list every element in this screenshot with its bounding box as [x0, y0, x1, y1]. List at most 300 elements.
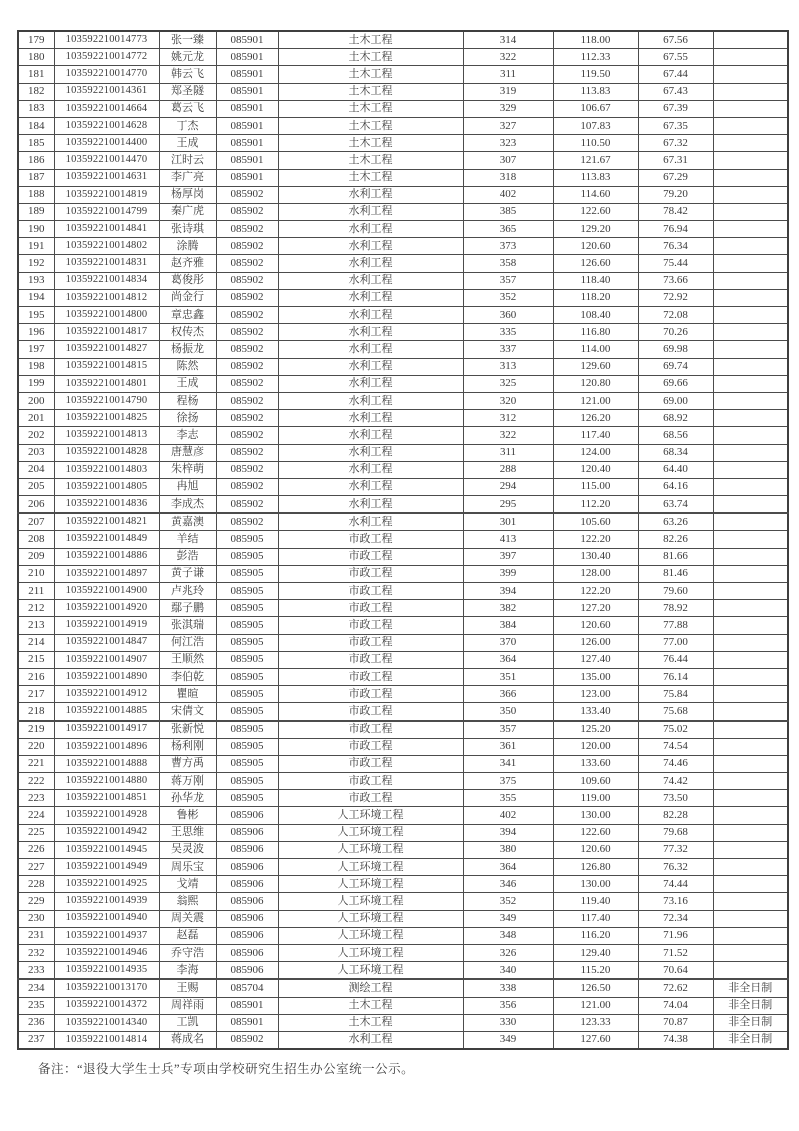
major-name-cell: 市政工程 [278, 531, 463, 548]
row-number-cell: 185 [18, 135, 54, 152]
row-number-cell: 231 [18, 927, 54, 944]
table-row [18, 307, 788, 324]
major-name-cell: 人工环境工程 [278, 859, 463, 876]
note-cell [713, 358, 788, 375]
major-code-cell: 085905 [216, 790, 278, 807]
note-cell: 非全日制 [713, 979, 788, 997]
name-cell: 陈然 [159, 358, 216, 375]
total-score-cell: 79.68 [638, 824, 713, 841]
row-number-cell: 230 [18, 910, 54, 927]
row-number-cell: 196 [18, 324, 54, 341]
row-number-cell: 210 [18, 565, 54, 582]
note-cell [713, 307, 788, 324]
note-cell [713, 66, 788, 83]
name-cell: 周关震 [159, 910, 216, 927]
table-row [18, 100, 788, 117]
total-score-cell: 67.39 [638, 100, 713, 117]
name-cell: 彭浩 [159, 548, 216, 565]
name-cell: 工凯 [159, 1014, 216, 1031]
name-cell: 赵齐雅 [159, 255, 216, 272]
note-cell [713, 375, 788, 392]
candidate-id-cell: 103592210014900 [54, 583, 159, 600]
table-row [18, 410, 788, 427]
name-cell: 鄢子鹏 [159, 600, 216, 617]
initial-score-cell: 322 [463, 427, 553, 444]
major-code-cell: 085905 [216, 738, 278, 755]
candidate-id-cell: 103592210014361 [54, 83, 159, 100]
row-number-cell: 187 [18, 169, 54, 186]
retest-score-cell: 125.20 [553, 721, 638, 739]
major-code-cell: 085902 [216, 341, 278, 358]
initial-score-cell: 318 [463, 169, 553, 186]
row-number-cell: 220 [18, 738, 54, 755]
note-cell [713, 531, 788, 548]
total-score-cell: 69.00 [638, 392, 713, 409]
row-number-cell: 224 [18, 807, 54, 824]
total-score-cell: 72.08 [638, 307, 713, 324]
table-row [18, 1031, 788, 1049]
table-row [18, 721, 788, 739]
note-cell [713, 478, 788, 495]
total-score-cell: 68.56 [638, 427, 713, 444]
major-name-cell: 人工环境工程 [278, 944, 463, 961]
table-row [18, 478, 788, 495]
table-row [18, 927, 788, 944]
name-cell: 秦广虎 [159, 203, 216, 220]
row-number-cell: 236 [18, 1014, 54, 1031]
initial-score-cell: 322 [463, 49, 553, 66]
note-cell [713, 427, 788, 444]
name-cell: 李伯乾 [159, 668, 216, 685]
table-row [18, 238, 788, 255]
candidate-id-cell: 103592210014847 [54, 634, 159, 651]
major-code-cell: 085905 [216, 617, 278, 634]
candidate-id-cell: 103592210014851 [54, 790, 159, 807]
major-name-cell: 市政工程 [278, 634, 463, 651]
initial-score-cell: 341 [463, 755, 553, 772]
total-score-cell: 67.32 [638, 135, 713, 152]
candidate-id-cell: 103592210014836 [54, 496, 159, 514]
major-name-cell: 水利工程 [278, 410, 463, 427]
major-name-cell: 土木工程 [278, 83, 463, 100]
major-name-cell: 市政工程 [278, 790, 463, 807]
major-name-cell: 水利工程 [278, 358, 463, 375]
total-score-cell: 73.66 [638, 272, 713, 289]
major-name-cell: 水利工程 [278, 392, 463, 409]
major-name-cell: 人工环境工程 [278, 824, 463, 841]
total-score-cell: 76.94 [638, 221, 713, 238]
total-score-cell: 74.38 [638, 1031, 713, 1049]
row-number-cell: 215 [18, 651, 54, 668]
name-cell: 翁熙 [159, 893, 216, 910]
major-code-cell: 085902 [216, 375, 278, 392]
candidate-id-cell: 103592210014907 [54, 651, 159, 668]
major-name-cell: 土木工程 [278, 117, 463, 134]
name-cell: 李海 [159, 962, 216, 980]
total-score-cell: 68.92 [638, 410, 713, 427]
initial-score-cell: 364 [463, 651, 553, 668]
total-score-cell: 78.92 [638, 600, 713, 617]
total-score-cell: 72.92 [638, 289, 713, 306]
total-score-cell: 64.40 [638, 461, 713, 478]
major-code-cell: 085902 [216, 478, 278, 495]
retest-score-cell: 126.60 [553, 255, 638, 272]
row-number-cell: 222 [18, 773, 54, 790]
table-row [18, 548, 788, 565]
retest-score-cell: 117.40 [553, 427, 638, 444]
table-row [18, 738, 788, 755]
total-score-cell: 75.44 [638, 255, 713, 272]
initial-score-cell: 349 [463, 1031, 553, 1049]
retest-score-cell: 112.20 [553, 496, 638, 514]
table-row [18, 66, 788, 83]
candidate-id-cell: 103592210014888 [54, 755, 159, 772]
table-row [18, 841, 788, 858]
total-score-cell: 82.26 [638, 531, 713, 548]
initial-score-cell: 348 [463, 927, 553, 944]
retest-score-cell: 119.40 [553, 893, 638, 910]
candidate-id-cell: 103592210014828 [54, 444, 159, 461]
retest-score-cell: 130.00 [553, 807, 638, 824]
name-cell: 戈靖 [159, 876, 216, 893]
major-code-cell: 085902 [216, 358, 278, 375]
retest-score-cell: 118.20 [553, 289, 638, 306]
name-cell: 李广亮 [159, 169, 216, 186]
candidate-id-cell: 103592210014803 [54, 461, 159, 478]
total-score-cell: 68.34 [638, 444, 713, 461]
candidate-id-cell: 103592210014772 [54, 49, 159, 66]
major-name-cell: 市政工程 [278, 583, 463, 600]
initial-score-cell: 364 [463, 859, 553, 876]
candidate-id-cell: 103592210014340 [54, 1014, 159, 1031]
major-code-cell: 085901 [216, 83, 278, 100]
table-row [18, 910, 788, 927]
note-cell [713, 272, 788, 289]
note-cell [713, 410, 788, 427]
note-cell [713, 49, 788, 66]
major-code-cell: 085905 [216, 583, 278, 600]
total-score-cell: 71.52 [638, 944, 713, 961]
note-cell [713, 496, 788, 514]
major-code-cell: 085906 [216, 944, 278, 961]
candidate-id-cell: 103592210013170 [54, 979, 159, 997]
note-cell [713, 186, 788, 203]
name-cell: 李志 [159, 427, 216, 444]
row-number-cell: 203 [18, 444, 54, 461]
total-score-cell: 67.35 [638, 117, 713, 134]
major-code-cell: 085901 [216, 135, 278, 152]
major-code-cell: 085902 [216, 392, 278, 409]
note-cell [713, 876, 788, 893]
retest-score-cell: 126.20 [553, 410, 638, 427]
note-cell [713, 152, 788, 169]
table-row [18, 49, 788, 66]
major-name-cell: 人工环境工程 [278, 910, 463, 927]
total-score-cell: 78.42 [638, 203, 713, 220]
total-score-cell: 67.55 [638, 49, 713, 66]
major-name-cell: 市政工程 [278, 773, 463, 790]
name-cell: 羊结 [159, 531, 216, 548]
total-score-cell: 71.96 [638, 927, 713, 944]
name-cell: 王赐 [159, 979, 216, 997]
name-cell: 周乐宝 [159, 859, 216, 876]
candidate-id-cell: 103592210014825 [54, 410, 159, 427]
candidate-id-cell: 103592210014940 [54, 910, 159, 927]
major-name-cell: 水利工程 [278, 461, 463, 478]
total-score-cell: 67.44 [638, 66, 713, 83]
table-row [18, 997, 788, 1014]
total-score-cell: 70.26 [638, 324, 713, 341]
major-name-cell: 测绘工程 [278, 979, 463, 997]
name-cell: 鲁彬 [159, 807, 216, 824]
name-cell: 蒋万刚 [159, 773, 216, 790]
candidate-id-cell: 103592210014800 [54, 307, 159, 324]
major-code-cell: 085905 [216, 531, 278, 548]
major-code-cell: 085901 [216, 997, 278, 1014]
initial-score-cell: 294 [463, 478, 553, 495]
note-cell [713, 824, 788, 841]
row-number-cell: 179 [18, 31, 54, 49]
major-name-cell: 水利工程 [278, 324, 463, 341]
note-cell [713, 738, 788, 755]
note-cell [713, 755, 788, 772]
initial-score-cell: 394 [463, 583, 553, 600]
table-row [18, 790, 788, 807]
table-row [18, 513, 788, 531]
table-row [18, 1014, 788, 1031]
total-score-cell: 67.43 [638, 83, 713, 100]
retest-score-cell: 121.00 [553, 392, 638, 409]
name-cell: 张淇瑞 [159, 617, 216, 634]
retest-score-cell: 120.00 [553, 738, 638, 755]
retest-score-cell: 122.20 [553, 583, 638, 600]
name-cell: 周祥雨 [159, 997, 216, 1014]
initial-score-cell: 366 [463, 686, 553, 703]
row-number-cell: 198 [18, 358, 54, 375]
major-code-cell: 085906 [216, 962, 278, 980]
retest-score-cell: 113.83 [553, 169, 638, 186]
note-cell [713, 203, 788, 220]
retest-score-cell: 133.60 [553, 755, 638, 772]
total-score-cell: 79.60 [638, 583, 713, 600]
candidate-id-cell: 103592210014790 [54, 392, 159, 409]
major-code-cell: 085905 [216, 773, 278, 790]
major-name-cell: 土木工程 [278, 31, 463, 49]
row-number-cell: 186 [18, 152, 54, 169]
major-code-cell: 085906 [216, 824, 278, 841]
major-code-cell: 085906 [216, 876, 278, 893]
row-number-cell: 201 [18, 410, 54, 427]
retest-score-cell: 107.83 [553, 117, 638, 134]
major-code-cell: 085902 [216, 289, 278, 306]
candidate-id-cell: 103592210014917 [54, 721, 159, 739]
candidate-id-cell: 103592210014920 [54, 600, 159, 617]
name-cell: 黄子谦 [159, 565, 216, 582]
table-row [18, 686, 788, 703]
total-score-cell: 72.34 [638, 910, 713, 927]
major-code-cell: 085902 [216, 221, 278, 238]
note-cell [713, 703, 788, 721]
note-cell [713, 565, 788, 582]
major-code-cell: 085906 [216, 859, 278, 876]
note-cell [713, 548, 788, 565]
initial-score-cell: 337 [463, 341, 553, 358]
initial-score-cell: 361 [463, 738, 553, 755]
retest-score-cell: 119.00 [553, 790, 638, 807]
initial-score-cell: 312 [463, 410, 553, 427]
row-number-cell: 193 [18, 272, 54, 289]
candidate-id-cell: 103592210014928 [54, 807, 159, 824]
table-row [18, 375, 788, 392]
major-name-cell: 人工环境工程 [278, 927, 463, 944]
total-score-cell: 73.16 [638, 893, 713, 910]
retest-score-cell: 121.00 [553, 997, 638, 1014]
note-cell [713, 962, 788, 980]
initial-score-cell: 399 [463, 565, 553, 582]
table-row [18, 272, 788, 289]
retest-score-cell: 135.00 [553, 668, 638, 685]
major-name-cell: 市政工程 [278, 600, 463, 617]
initial-score-cell: 330 [463, 1014, 553, 1031]
retest-score-cell: 127.60 [553, 1031, 638, 1049]
note-cell [713, 117, 788, 134]
candidate-id-cell: 103592210014925 [54, 876, 159, 893]
candidate-id-cell: 103592210014885 [54, 703, 159, 721]
table-row [18, 83, 788, 100]
table-row [18, 496, 788, 514]
note-cell [713, 790, 788, 807]
name-cell: 杨厚岗 [159, 186, 216, 203]
table-row [18, 565, 788, 582]
candidate-id-cell: 103592210014897 [54, 565, 159, 582]
major-name-cell: 市政工程 [278, 703, 463, 721]
candidate-id-cell: 103592210014801 [54, 375, 159, 392]
retest-score-cell: 121.67 [553, 152, 638, 169]
row-number-cell: 195 [18, 307, 54, 324]
note-cell: 非全日制 [713, 1014, 788, 1031]
table-row [18, 824, 788, 841]
table-row [18, 461, 788, 478]
note-cell [713, 927, 788, 944]
name-cell: 朱梓萌 [159, 461, 216, 478]
initial-score-cell: 295 [463, 496, 553, 514]
note-cell: 非全日制 [713, 997, 788, 1014]
row-number-cell: 229 [18, 893, 54, 910]
initial-score-cell: 326 [463, 944, 553, 961]
major-code-cell: 085901 [216, 31, 278, 49]
candidate-id-cell: 103592210014400 [54, 135, 159, 152]
major-name-cell: 人工环境工程 [278, 807, 463, 824]
candidate-id-cell: 103592210014849 [54, 531, 159, 548]
note-cell [713, 859, 788, 876]
note-cell [713, 255, 788, 272]
table-row [18, 444, 788, 461]
major-name-cell: 市政工程 [278, 721, 463, 739]
total-score-cell: 81.46 [638, 565, 713, 582]
score-table [17, 30, 789, 1050]
initial-score-cell: 351 [463, 668, 553, 685]
name-cell: 章忠鑫 [159, 307, 216, 324]
total-score-cell: 77.32 [638, 841, 713, 858]
major-code-cell: 085906 [216, 841, 278, 858]
table-row [18, 668, 788, 685]
candidate-id-cell: 103592210014949 [54, 859, 159, 876]
major-name-cell: 市政工程 [278, 617, 463, 634]
major-name-cell: 水利工程 [278, 289, 463, 306]
initial-score-cell: 311 [463, 66, 553, 83]
name-cell: 乔守浩 [159, 944, 216, 961]
candidate-id-cell: 103592210014886 [54, 548, 159, 565]
name-cell: 杨利刚 [159, 738, 216, 755]
footer-remark: 备注：“退役大学生士兵”专项由学校研究生招生办公室统一公示。 [38, 1062, 415, 1076]
row-number-cell: 199 [18, 375, 54, 392]
total-score-cell: 74.46 [638, 755, 713, 772]
candidate-id-cell: 103592210014773 [54, 31, 159, 49]
table-row [18, 944, 788, 961]
candidate-id-cell: 103592210014919 [54, 617, 159, 634]
name-cell: 李成杰 [159, 496, 216, 514]
initial-score-cell: 382 [463, 600, 553, 617]
row-number-cell: 213 [18, 617, 54, 634]
major-name-cell: 土木工程 [278, 169, 463, 186]
initial-score-cell: 329 [463, 100, 553, 117]
row-number-cell: 189 [18, 203, 54, 220]
table-row [18, 358, 788, 375]
major-code-cell: 085902 [216, 307, 278, 324]
major-code-cell: 085906 [216, 807, 278, 824]
row-number-cell: 181 [18, 66, 54, 83]
name-cell: 张诗琪 [159, 221, 216, 238]
major-name-cell: 市政工程 [278, 565, 463, 582]
row-number-cell: 188 [18, 186, 54, 203]
candidate-id-cell: 103592210014939 [54, 893, 159, 910]
note-cell [713, 289, 788, 306]
major-name-cell: 土木工程 [278, 66, 463, 83]
retest-score-cell: 108.40 [553, 307, 638, 324]
name-cell: 瞿暄 [159, 686, 216, 703]
note-cell [713, 841, 788, 858]
note-cell: 非全日制 [713, 1031, 788, 1049]
name-cell: 权传杰 [159, 324, 216, 341]
note-cell [713, 634, 788, 651]
row-number-cell: 214 [18, 634, 54, 651]
initial-score-cell: 301 [463, 513, 553, 531]
major-name-cell: 水利工程 [278, 221, 463, 238]
note-cell [713, 221, 788, 238]
major-name-cell: 土木工程 [278, 152, 463, 169]
retest-score-cell: 120.60 [553, 238, 638, 255]
table-row [18, 169, 788, 186]
note-cell [713, 600, 788, 617]
initial-score-cell: 323 [463, 135, 553, 152]
retest-score-cell: 133.40 [553, 703, 638, 721]
candidate-id-cell: 103592210014841 [54, 221, 159, 238]
note-cell [713, 651, 788, 668]
retest-score-cell: 119.50 [553, 66, 638, 83]
table-row [18, 203, 788, 220]
note-cell [713, 773, 788, 790]
table-row [18, 807, 788, 824]
initial-score-cell: 370 [463, 634, 553, 651]
candidate-id-cell: 103592210014827 [54, 341, 159, 358]
retest-score-cell: 123.33 [553, 1014, 638, 1031]
major-code-cell: 085905 [216, 600, 278, 617]
note-cell [713, 893, 788, 910]
initial-score-cell: 311 [463, 444, 553, 461]
major-code-cell: 085905 [216, 668, 278, 685]
retest-score-cell: 114.60 [553, 186, 638, 203]
name-cell: 葛云飞 [159, 100, 216, 117]
